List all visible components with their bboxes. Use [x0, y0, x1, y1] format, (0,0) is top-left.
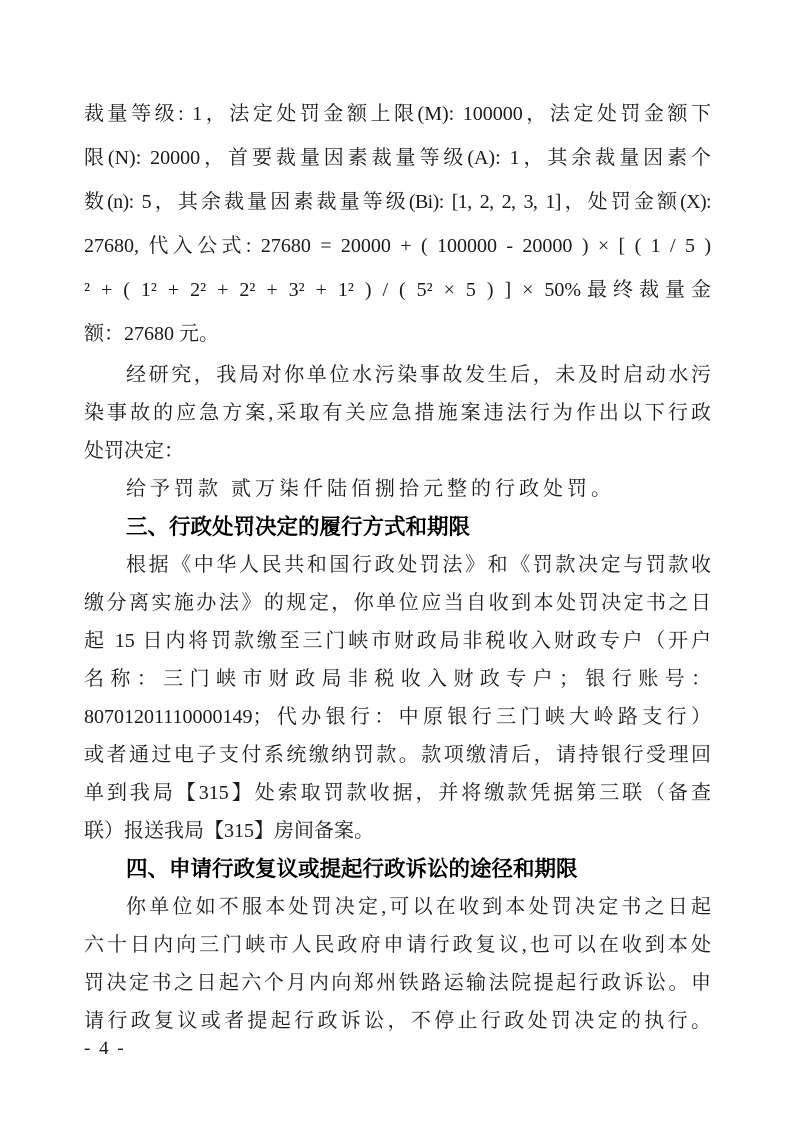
document-body	[84, 92, 711, 1040]
text-line: 你单位如不服本处罚决定,可以在收到本处罚决定书之日起	[126, 896, 711, 918]
text-line: 80701201110000149；代办银行：中原银行三门峡大岭路支行）	[84, 706, 711, 728]
text-line: 染事故的应急方案,采取有关应急措施案违法行为作出以下行政	[84, 402, 711, 424]
text-line: 或者通过电子支付系统缴纳罚款。款项缴清后，请持银行受理回	[84, 744, 711, 766]
text-line: 罚决定书之日起六个月内向郑州铁路运输法院提起行政诉讼。申	[84, 972, 711, 994]
text-line: 单到我局【315】处索取罚款收据，并将缴款凭据第三联（备查	[84, 782, 711, 804]
text-line: 联）报送我局【315】房间备案。	[84, 820, 374, 842]
text-line: 经研究，我局对你单位水污染事故发生后，未及时启动水污	[126, 364, 711, 386]
text-line: 额：27680 元。	[84, 323, 219, 345]
section-heading: 四、申请行政复议或提起行政诉讼的途径和期限	[126, 857, 578, 881]
text-line: 裁量等级: 1，法定处罚金额上限(M): 100000，法定处罚金额下	[84, 103, 711, 125]
text-line: 数(n): 5，其余裁量因素裁量等级(Bi): [1, 2, 2, 3, 1]，处罚金额(X):	[84, 191, 711, 213]
section-heading: 三、行政处罚决定的履行方式和期限	[126, 515, 471, 539]
text-line: 处罚决定：	[84, 440, 184, 462]
text-line: 27680, 代入公式: 27680 = 20000 + ( 100000 - 20000 ) × [ ( 1 / 5 )	[84, 235, 711, 257]
page-number: - 4 -	[84, 1038, 126, 1059]
text-line: 给予罚款 贰万柒仟陆佰捌拾元整的行政处罚。	[126, 478, 615, 500]
text-line: 根据《中华人民共和国行政处罚法》和《罚款决定与罚款收	[126, 554, 711, 576]
text-line: 缴分离实施办法》的规定，你单位应当自收到本处罚决定书之日	[84, 592, 711, 614]
text-line: 名称：三门峡市财政局非税收入财政专户；银行账号：	[84, 668, 711, 690]
text-line: ² + ( 1² + 2² + 2² + 3² + 1² ) / ( 5² × 5 ) ] × 50%最终裁量金	[84, 279, 711, 301]
text-line: 六十日内向三门峡市人民政府申请行政复议,也可以在收到本处	[84, 934, 711, 956]
text-line: 起 15 日内将罚款缴至三门峡市财政局非税收入财政专户（开户	[84, 630, 711, 652]
text-line: 限(N): 20000，首要裁量因素裁量等级(A): 1，其余裁量因素个	[84, 147, 711, 169]
text-line: 请行政复议或者提起行政诉讼，不停止行政处罚决定的执行。	[84, 1010, 711, 1032]
